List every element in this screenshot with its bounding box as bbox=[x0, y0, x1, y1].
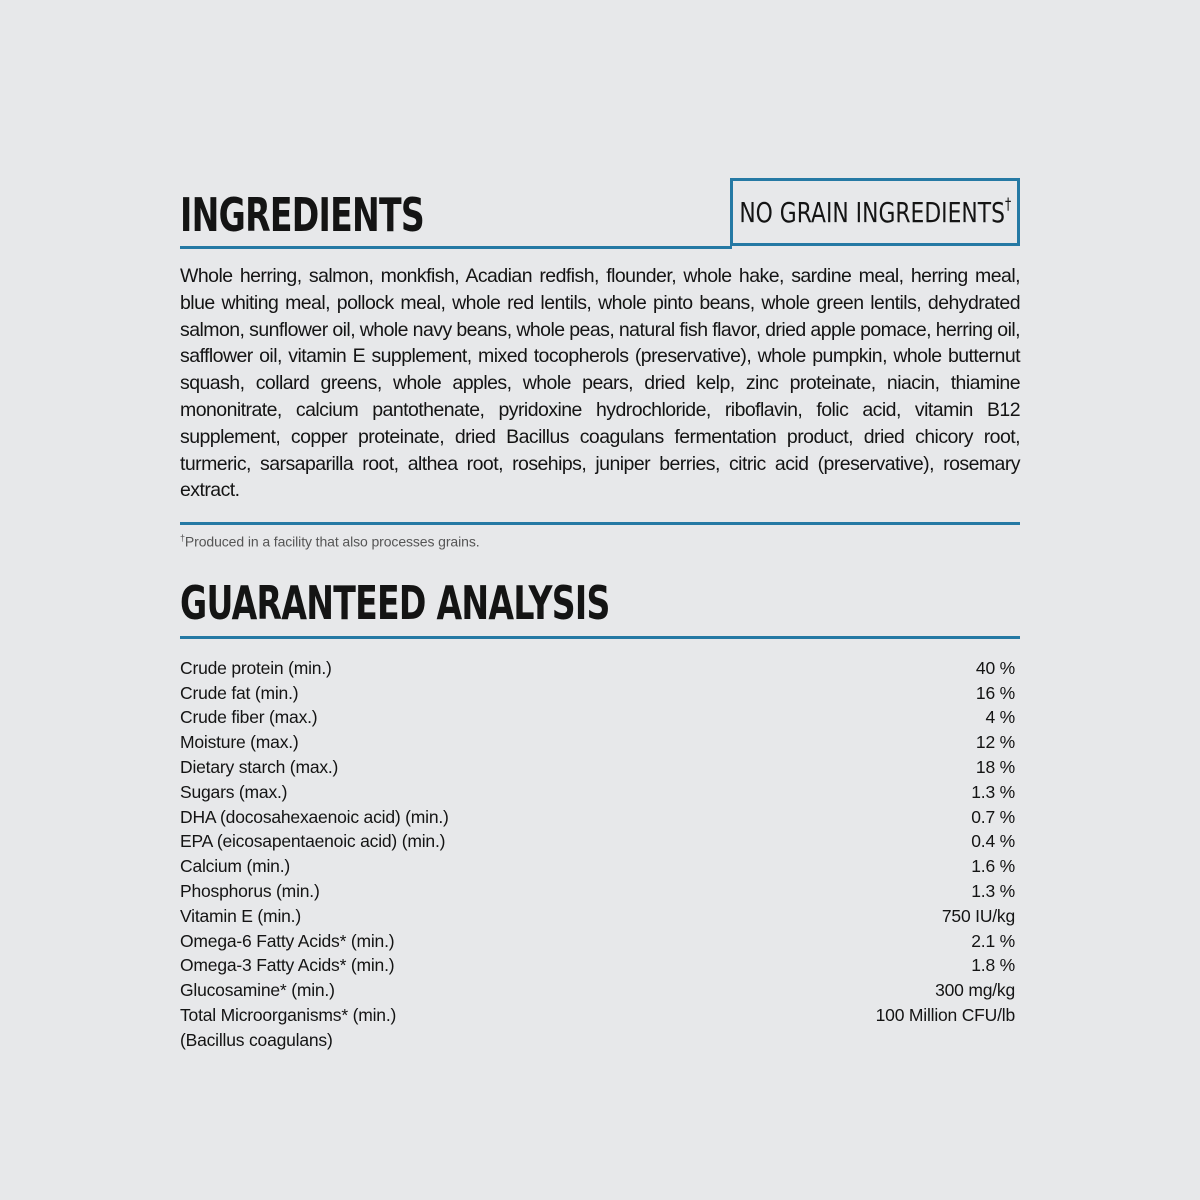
analysis-row bbox=[180, 879, 1015, 904]
analysis-row bbox=[180, 904, 1015, 929]
analysis-label: Omega-6 Fatty Acids* (min.) bbox=[180, 930, 395, 951]
analysis-label: Crude protein (min.) bbox=[180, 657, 332, 678]
analysis-row bbox=[180, 978, 1015, 1003]
analysis-row bbox=[180, 705, 1015, 730]
analysis-row bbox=[180, 805, 1015, 830]
no-grain-badge bbox=[730, 178, 1020, 246]
ingredients-title: INGREDIENTS bbox=[180, 188, 425, 242]
ingredients-bottom-rule bbox=[180, 522, 1020, 525]
analysis-value: 18 % bbox=[975, 757, 1015, 778]
footnote-dagger: † bbox=[180, 533, 185, 544]
analysis-row bbox=[180, 681, 1015, 706]
analysis-row bbox=[180, 656, 1015, 681]
analysis-label: Omega-3 Fatty Acids* (min.) bbox=[180, 955, 395, 976]
analysis-value: 100 Million CFU/lb bbox=[875, 1004, 1015, 1025]
analysis-label: Moisture (max.) bbox=[180, 732, 299, 753]
analysis-row bbox=[180, 755, 1015, 780]
analysis-value: 2.1 % bbox=[971, 930, 1015, 951]
ingredients-top-rule bbox=[180, 246, 732, 249]
analysis-label: Sugars (max.) bbox=[180, 781, 288, 802]
analysis-label: DHA (docosahexaenoic acid) (min.) bbox=[180, 806, 449, 827]
analysis-row bbox=[180, 730, 1015, 755]
analysis-value: 4 % bbox=[985, 707, 1015, 728]
analysis-label: EPA (eicosapentaenoic acid) (min.) bbox=[180, 831, 446, 852]
analysis-value: 1.8 % bbox=[971, 955, 1015, 976]
no-grain-badge-label bbox=[739, 193, 1011, 229]
analysis-value: 0.7 % bbox=[971, 806, 1015, 827]
analysis-label: Dietary starch (max.) bbox=[180, 757, 339, 778]
analysis-label: Calcium (min.) bbox=[180, 856, 290, 877]
analysis-value: 300 mg/kg bbox=[935, 980, 1015, 1001]
analysis-value: 1.3 % bbox=[971, 781, 1015, 802]
analysis-table bbox=[180, 656, 1015, 1053]
analysis-value: 750 IU/kg bbox=[941, 905, 1015, 926]
no-grain-badge-text: NO GRAIN INGREDIENTS bbox=[739, 195, 1005, 229]
analysis-row bbox=[180, 1003, 1015, 1028]
analysis-row-subtext: (Bacillus coagulans) bbox=[180, 1029, 333, 1050]
analysis-label: Crude fiber (max.) bbox=[180, 707, 318, 728]
analysis-row bbox=[180, 780, 1015, 805]
analysis-value: 1.3 % bbox=[971, 881, 1015, 901]
analysis-label: Crude fat (min.) bbox=[180, 682, 299, 703]
analysis-label: Total Microorganisms* (min.) bbox=[180, 1004, 397, 1025]
analysis-row bbox=[180, 854, 1015, 879]
analysis-header bbox=[180, 570, 1020, 632]
analysis-row bbox=[180, 929, 1015, 954]
analysis-label: Phosphorus (min.) bbox=[180, 881, 320, 901]
grain-footnote bbox=[180, 533, 1020, 550]
analysis-value: 16 % bbox=[975, 682, 1015, 703]
analysis-value: 0.4 % bbox=[971, 831, 1015, 852]
analysis-label: Vitamin E (min.) bbox=[180, 905, 301, 926]
analysis-value: 1.6 % bbox=[971, 856, 1015, 877]
ingredients-header bbox=[180, 178, 1020, 246]
ingredients-list: Whole herring, salmon, monkfish, Acadian redfish, flounder, whole hake, sardine meal, herring meal, blue whiting meal, pollock meal, whole red lentils, whole pinto beans, whole green lentils, dehydrated salmon, sunflower oil, whole navy beans, whole peas, natural fish flavor, dried apple pomace, herring oil, safflower oil, vitamin E supplement, mixed tocopherols (preservative), whole pumpkin, whole butternut squash, collard greens, whole apples, whole pears, dried kelp, zinc proteinate, niacin, thiamine mononitrate, calcium pantothenate, pyridoxine hydrochloride, riboflavin, folic acid, vitamin B12 supplement, copper proteinate, dried Bacillus coagulans fermentation product, dried chicory root, turmeric, sarsaparilla root, althea root, rosehips, juniper berries, citric acid (preservative), rosemary extract. bbox=[180, 265, 1020, 502]
analysis-row bbox=[180, 829, 1015, 854]
analysis-row bbox=[180, 953, 1015, 978]
analysis-value: 40 % bbox=[975, 657, 1015, 678]
footnote-text: Produced in a facility that also processes grains. bbox=[184, 533, 480, 550]
analysis-value: 12 % bbox=[975, 732, 1015, 753]
analysis-label: Glucosamine* (min.) bbox=[180, 980, 335, 1001]
analysis-title: GUARANTEED ANALYSIS bbox=[180, 575, 610, 630]
nutrition-panel bbox=[180, 178, 1020, 1053]
analysis-rule bbox=[180, 636, 1020, 639]
dagger-mark: † bbox=[1004, 193, 1011, 213]
